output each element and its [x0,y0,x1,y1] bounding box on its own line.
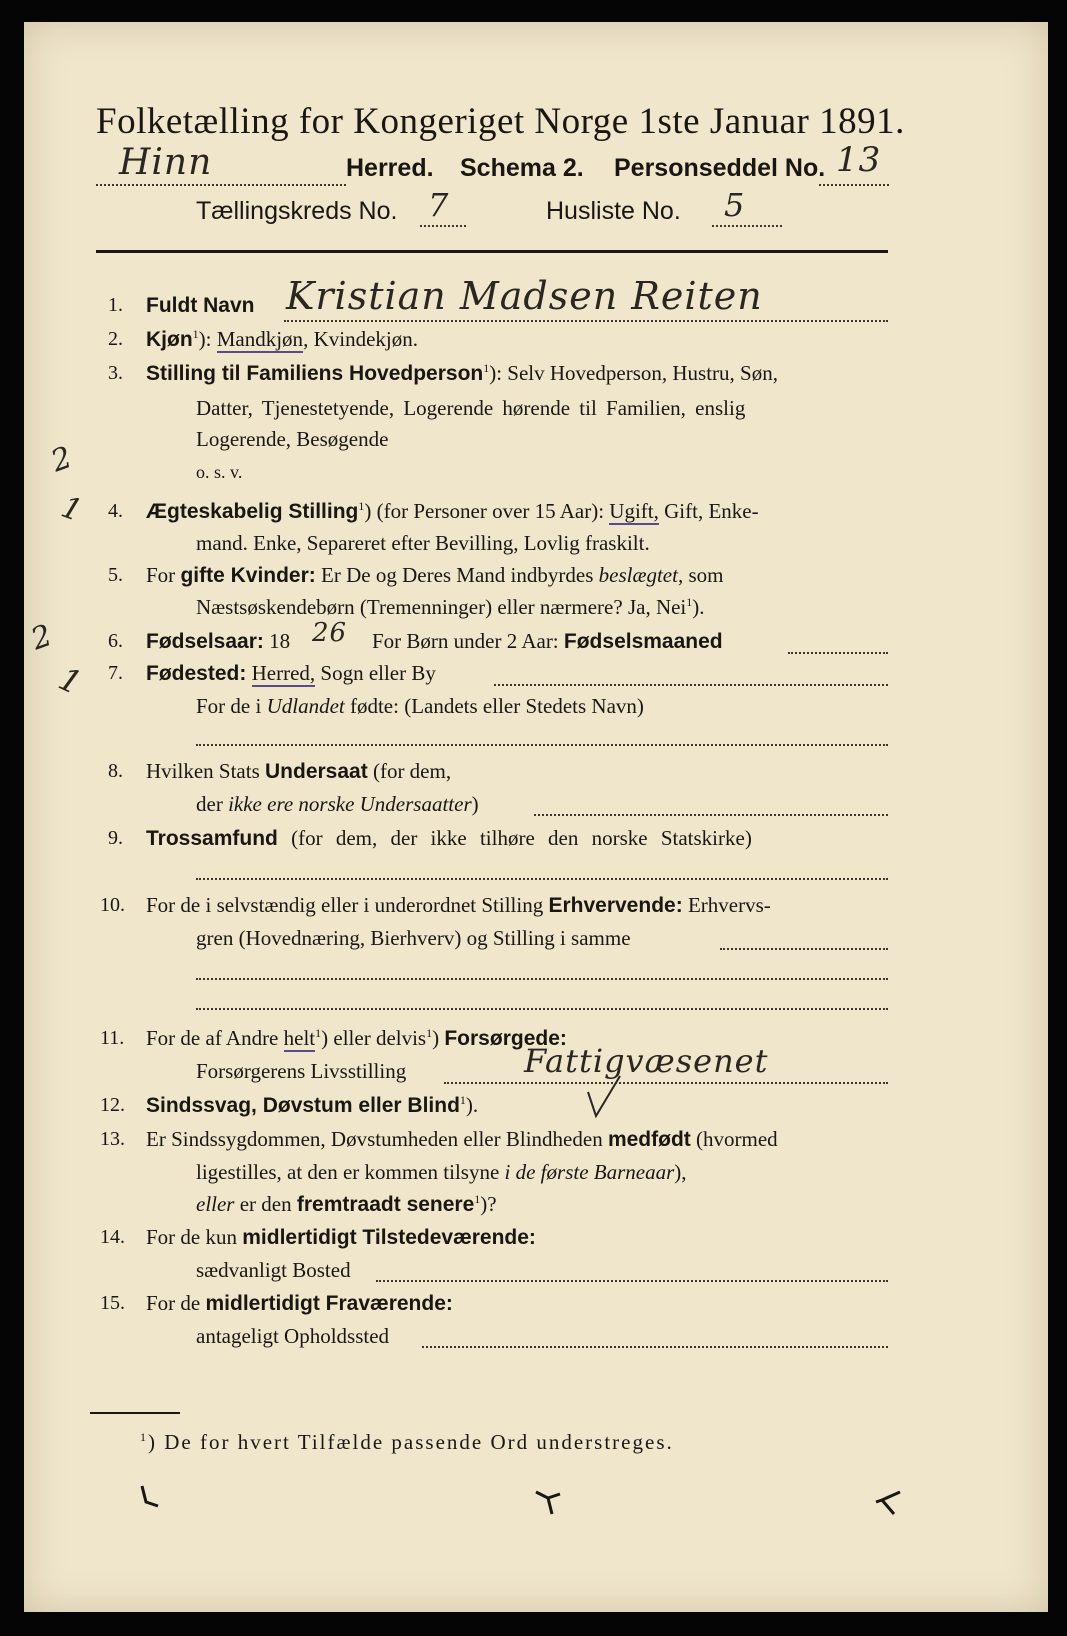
support-line1 [146,1026,567,1051]
marital-option-unmarried: Ugift, [609,499,659,523]
support-d: ) [432,1026,445,1050]
citizenship-line2-b: ikke ere norske Undersaatter [228,792,472,816]
temp-present-label: midlertidigt Tilstedeværende: [242,1226,536,1249]
family-position-options-1: ): Selv Hovedperson, Hustru, Søn, [489,361,778,385]
occupation-label: Erhvervende: [548,894,683,917]
husliste-value: 5 [724,186,746,224]
occupation-line1 [146,893,771,918]
presumed-stay-label: antageligt Opholdssted [196,1324,390,1348]
registration-mark-right-icon [874,1488,904,1518]
husliste-label: Husliste No. [546,197,681,225]
item-number-5: 5. [108,564,123,586]
citizenship-line2 [196,792,479,817]
check-mark-icon [584,1072,624,1122]
kreds-dotted-line [420,225,466,227]
registration-mark-center-icon [534,1488,564,1518]
support-a: For de af Andre [146,1026,284,1050]
disability-sup: 1 [459,1093,466,1107]
religion-text: (for dem, der ikke tilhøre den norske Statskirke) [277,826,752,850]
presumed-stay-dotted-line [422,1346,888,1348]
support-label: Forsørgede: [444,1027,567,1050]
usual-residence-label: sædvanligt Bosted [196,1258,351,1282]
supporter-label: Forsørgerens Livsstilling [196,1059,407,1083]
family-position-options-2: Datter, Tjenestetyende, Logerende hørende til Familien, enslig [196,396,746,420]
kreds-value: 7 [428,186,450,224]
herred-dotted-line [96,184,346,186]
disability-end: ). [465,1093,479,1117]
birth-year-label: Fødselsaar: [146,630,264,653]
full-name-label: Fuldt Navn [146,294,255,317]
registration-mark-left-icon [134,1484,164,1514]
support-c: ) eller delvis [321,1026,427,1050]
occupation-line2: gren (Hovednæring, Bierhverv) og Stilling i samme [196,926,631,950]
congenital-label: medfødt [607,1128,691,1151]
birth-year-line [146,629,290,654]
religion-line [146,826,752,851]
birth-month-text: For Børn under 2 Aar: [372,629,564,653]
sex-sep: ): [198,327,217,351]
full-name-dotted-line [284,320,888,322]
congenital-line3-b: er den [234,1192,297,1216]
birth-month-line [372,629,723,654]
item-number-1: 1. [108,294,123,316]
marital-line1 [146,499,759,524]
temp-present-a: For de kun [146,1225,243,1249]
item-number-14: 14. [100,1226,125,1248]
item-number-6: 6. [108,630,123,652]
sex-line [146,327,418,352]
footnote-sup: 1 [140,1430,148,1444]
item-number-10: 10. [100,894,125,916]
congenital-a: Er Sindssygdommen, Døvstumheden eller Blindheden [146,1127,608,1151]
temp-absent-label: midlertidigt Fraværende: [205,1292,453,1315]
item-number-4: 4. [108,500,123,522]
occupation-dotted-line-2 [196,978,888,980]
marital-text-c: Gift, Enke- [658,499,759,523]
family-position-options-3: Logerende, Besøgende [196,427,389,451]
citizenship-a: Hvilken Stats [146,759,265,783]
supporter-value: Fattigvæsenet [524,1042,769,1080]
disability-line [146,1093,478,1118]
birth-year-prefix: 18 [263,629,291,653]
family-position-options-4: o. s. v. [196,462,243,482]
citizenship-label: Undersaat [265,760,368,783]
abroad-line [196,694,644,719]
occupation-dotted-line-3 [196,1008,888,1010]
item-number-7: 7. [108,662,123,684]
congenital-line3-a: eller [196,1192,235,1216]
married-women-c: beslægtet, [598,563,684,587]
congenital-line2-b: i de første Barneaar [504,1160,675,1184]
item-number-9: 9. [108,827,123,849]
item-number-12: 12. [100,1094,125,1116]
family-position-line1 [146,361,778,386]
congenital-line2-a: ligestilles, at den er kommen tilsyne [196,1160,505,1184]
congenital-sup: 1 [474,1192,481,1206]
married-women-a: For [146,563,181,587]
item-number-13: 13. [100,1128,125,1150]
temp-absent-line1 [146,1291,453,1316]
citizenship-line2-c: ) [471,792,479,816]
birthplace-dotted-line [494,684,888,686]
abroad-dotted-line [196,744,888,746]
herred-label: Herred. [346,154,434,182]
congenital-b: (hvormed [690,1127,778,1151]
occupation-a: For de i selvstændig eller i underordnet Stilling [146,893,549,917]
schema-label: Schema 2. [460,154,584,182]
married-women-line2: Næstsøskendebørn (Tremenninger) eller nærmere? Ja, Nei$^1$). [196,595,705,619]
married-women-label: gifte Kvinder: [180,564,316,587]
margin-mark-4: 1 [52,659,89,703]
married-women-d: som [683,563,724,587]
temp-present-line1 [146,1225,536,1250]
marital-line2: mand. Enke, Separeret efter Bevilling, Lovlig fraskilt. [196,531,650,555]
margin-mark-1: 2 [46,439,78,480]
citizenship-line1 [146,759,451,784]
family-position-label: Stilling til Familiens Hovedperson [146,362,484,385]
sex-option-male: Mandkjøn [216,327,304,351]
item-number-2: 2. [108,328,123,350]
census-form-page [24,22,1048,1612]
abroad-c: fødte: (Landets eller Stedets Navn) [344,694,644,718]
congenital-line3-c: fremtraadt senere [296,1193,475,1216]
birthplace-option-herred: Herred, [251,661,316,685]
marital-sup: 1 [358,499,365,513]
marital-label: Ægteskabelig Stilling [146,500,359,523]
married-women-sup: 1 [686,595,693,609]
married-women-line1 [146,563,723,588]
married-women-line2-text: Næstsøskendebørn (Tremenninger) eller nærmere? Ja, Nei [196,595,687,619]
item-number-8: 8. [108,760,123,782]
congenital-line2-c: ), [674,1160,687,1184]
support-sup-2: 1 [426,1026,433,1040]
form-title: Folketælling for Kongeriget Norge 1ste Januar 1891. [96,101,905,142]
temp-absent-a: For de [146,1291,206,1315]
marital-text-a: ) (for Personer over 15 Aar): [364,499,610,523]
birth-month-label: Fødselsmaaned [563,630,723,653]
congenital-line2 [196,1160,687,1185]
religion-label: Trossamfund [146,827,278,850]
footnote [140,1430,674,1455]
item-number-3: 3. [108,362,123,384]
married-women-b: Er De og Deres Mand indbyrdes [315,563,599,587]
congenital-line3-d: )? [480,1192,497,1216]
personseddel-dotted-line [819,184,889,186]
occupation-dotted-line-1 [720,948,888,950]
supporter-dotted-line [444,1082,888,1084]
support-option-fully: helt [283,1026,316,1050]
herred-value: Hinn [119,142,213,183]
birthplace-line [146,661,436,686]
sex-label: Kjøn [146,328,193,351]
personseddel-label: Personseddel No. [614,154,826,182]
religion-dotted-line [196,878,888,880]
usual-residence-dotted-line [376,1280,888,1282]
abroad-a: For de i [196,694,267,718]
sex-option-female: , Kvindekjøn. [303,327,418,351]
kreds-label: Tællingskreds No. [196,197,398,225]
birth-month-dotted-line [788,652,888,654]
birthplace-label: Fødested: [146,662,247,685]
congenital-line1 [146,1127,778,1152]
header-rule [96,250,888,253]
family-position-sup: 1 [483,361,490,375]
disability-label: Sindssvag, Døvstum eller Blind [146,1094,460,1117]
item-number-11: 11. [100,1027,125,1049]
citizenship-dotted-line [534,814,888,816]
margin-mark-3: 2 [26,617,58,658]
margin-mark-2: 1 [56,489,88,530]
support-sup-1: 1 [315,1026,322,1040]
full-name-value: Kristian Madsen Reiten [286,274,763,318]
occupation-b: Erhvervs- [682,893,771,917]
congenital-line3 [196,1192,497,1217]
citizenship-b: (for dem, [367,759,452,783]
husliste-dotted-line [712,225,782,227]
item-number-15: 15. [100,1292,125,1314]
birthplace-options: Sogn eller By [315,661,436,685]
footnote-text: ) De for hvert Tilfælde passende Ord understreges. [148,1430,674,1454]
personseddel-value: 13 [836,140,882,180]
citizenship-line2-a: der [196,792,229,816]
sex-sup: 1 [192,327,199,341]
footnote-rule [90,1412,180,1414]
abroad-b: Udlandet [266,694,345,718]
birth-year-value: 26 [312,618,348,648]
